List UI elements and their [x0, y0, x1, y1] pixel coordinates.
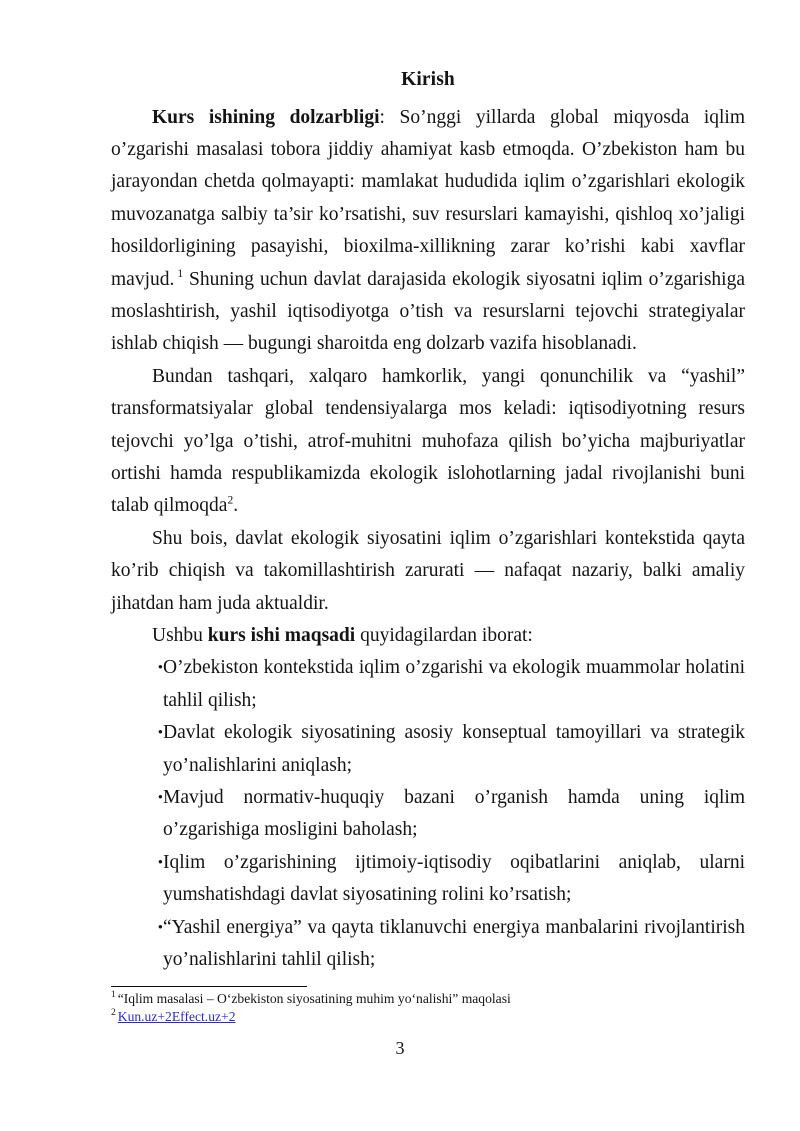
list-item [111, 782, 745, 847]
list-item [111, 652, 745, 717]
paragraph-bundan-tashqari [111, 361, 745, 523]
bullet-icon [111, 912, 163, 944]
bullet-icon [111, 717, 163, 749]
goals-intro [111, 620, 745, 652]
list-item [111, 847, 745, 912]
list-item-label: Davlat ekologik siyosatining asosiy konseptual tamoyillari va strategik yo’nalishlarini aniqlash; [163, 722, 745, 776]
paragraph-text-continued: Shuning uchun davlat darajasida ekologik siyosatni iqlim o’zgarishiga moslashtirish, yashil iqtisodiyotga o’tish va resurslarni tejovchi strategiyalar ishlab chiqish — bugungi sharoitda eng dolzarb vazifa hisoblanadi. [111, 268, 745, 355]
bullet-icon [111, 652, 163, 684]
footnote-separator [111, 986, 307, 987]
goals-intro-after: quyidagilardan iborat: [355, 625, 533, 646]
footnote-1 [111, 990, 745, 1008]
goals-list [111, 652, 745, 976]
bullet-icon [111, 782, 163, 814]
footnote-ref-2[interactable]: 2 [227, 494, 234, 507]
goals-intro-bold: kurs ishi maqsadi [207, 625, 356, 646]
list-item-label: “Yashil energiya” va qayta tiklanuvchi energiya manbalarini rivojlantirish yo’nalishlarini tahlil qilish; [163, 916, 745, 971]
paragraph-text: Bundan tashqari, xalqaro hamkorlik, yangi qonunchilik va “yashil” transformatsiyalar global tendensiyalarga mos keladi: iqtisodiyotning resurs tejovchi yo’lga o’tishi, atrof-muhitni muhofaza qilish bo’yicha majburiyatlar ortishi hamda respublikamizda ekologik islohotlarning jadal rivojlanishi buni talab qilmoqda [111, 365, 745, 517]
list-item [111, 717, 745, 782]
page-title: Kirish [401, 69, 455, 90]
footnote-text: “Iqlim masalasi – O‘zbekiston siyosatining muhim yo‘nalishi” maqolasi [117, 991, 511, 1006]
bullet-icon [111, 847, 163, 879]
list-item-label: Mavjud normativ-huquqiy bazani o’rganish hamda uning iqlim o’zgarishiga mosligini baholash; [163, 787, 745, 841]
footnote-area [111, 986, 745, 1026]
paragraph-dolzarbligi [111, 102, 745, 361]
paragraph-text: : So’nggi yillarda global miqyosda iqlim o’zgarishi masalasi tobora jiddiy ahamiyat kasb etmoqda. O’zbekiston ham bu jarayondan chetda qolmayapti: mamlakat hududida iqlim o’zgarishlari ekologik muvozanatga salbiy ta’sir ko’rsatishi, suv resurslari kamayishi, qishloq xo’jaligi hosildorligining pasayishi, bioxilma-xillikning zarar ko’rishi kabi xavflar mavjud. [111, 106, 745, 290]
footnote-ref-1[interactable]: 1 [177, 268, 184, 281]
footnote-link[interactable]: Kun.uz+2Effect.uz+2 [117, 1009, 236, 1024]
footnote-2 [111, 1008, 745, 1026]
paragraph-text-continued: . [233, 495, 239, 517]
paragraph-shu-bois: Shu bois, davlat ekologik siyosatini iqlim o’zgarishlari kontekstida qayta ko’rib chiqish va takomillashtirish zarurati — nafaqat nazariy, balki amaliy jihatdan ham juda aktualdir. [111, 527, 745, 614]
paragraph-lead-bold: Kurs ishining dolzarbligi [152, 106, 380, 128]
footnote-marker: 1 [111, 990, 116, 1001]
list-item-label: O’zbekiston kontekstida iqlim o’zgarishi va ekologik muammolar holatini tahlil qilish; [163, 657, 745, 711]
goals-intro-before: Ushbu [152, 625, 208, 646]
list-item-label: Iqlim o’zgarishining ijtimoiy-iqtisodiy oqibatlarini aniqlab, ularni yumshatishdagi davlat siyosatining rolini ko’rsatish; [163, 851, 745, 906]
footnote-marker: 2 [111, 1008, 116, 1019]
document-body [111, 70, 745, 976]
list-item [111, 912, 745, 977]
page-number: 3 [395, 1038, 405, 1058]
